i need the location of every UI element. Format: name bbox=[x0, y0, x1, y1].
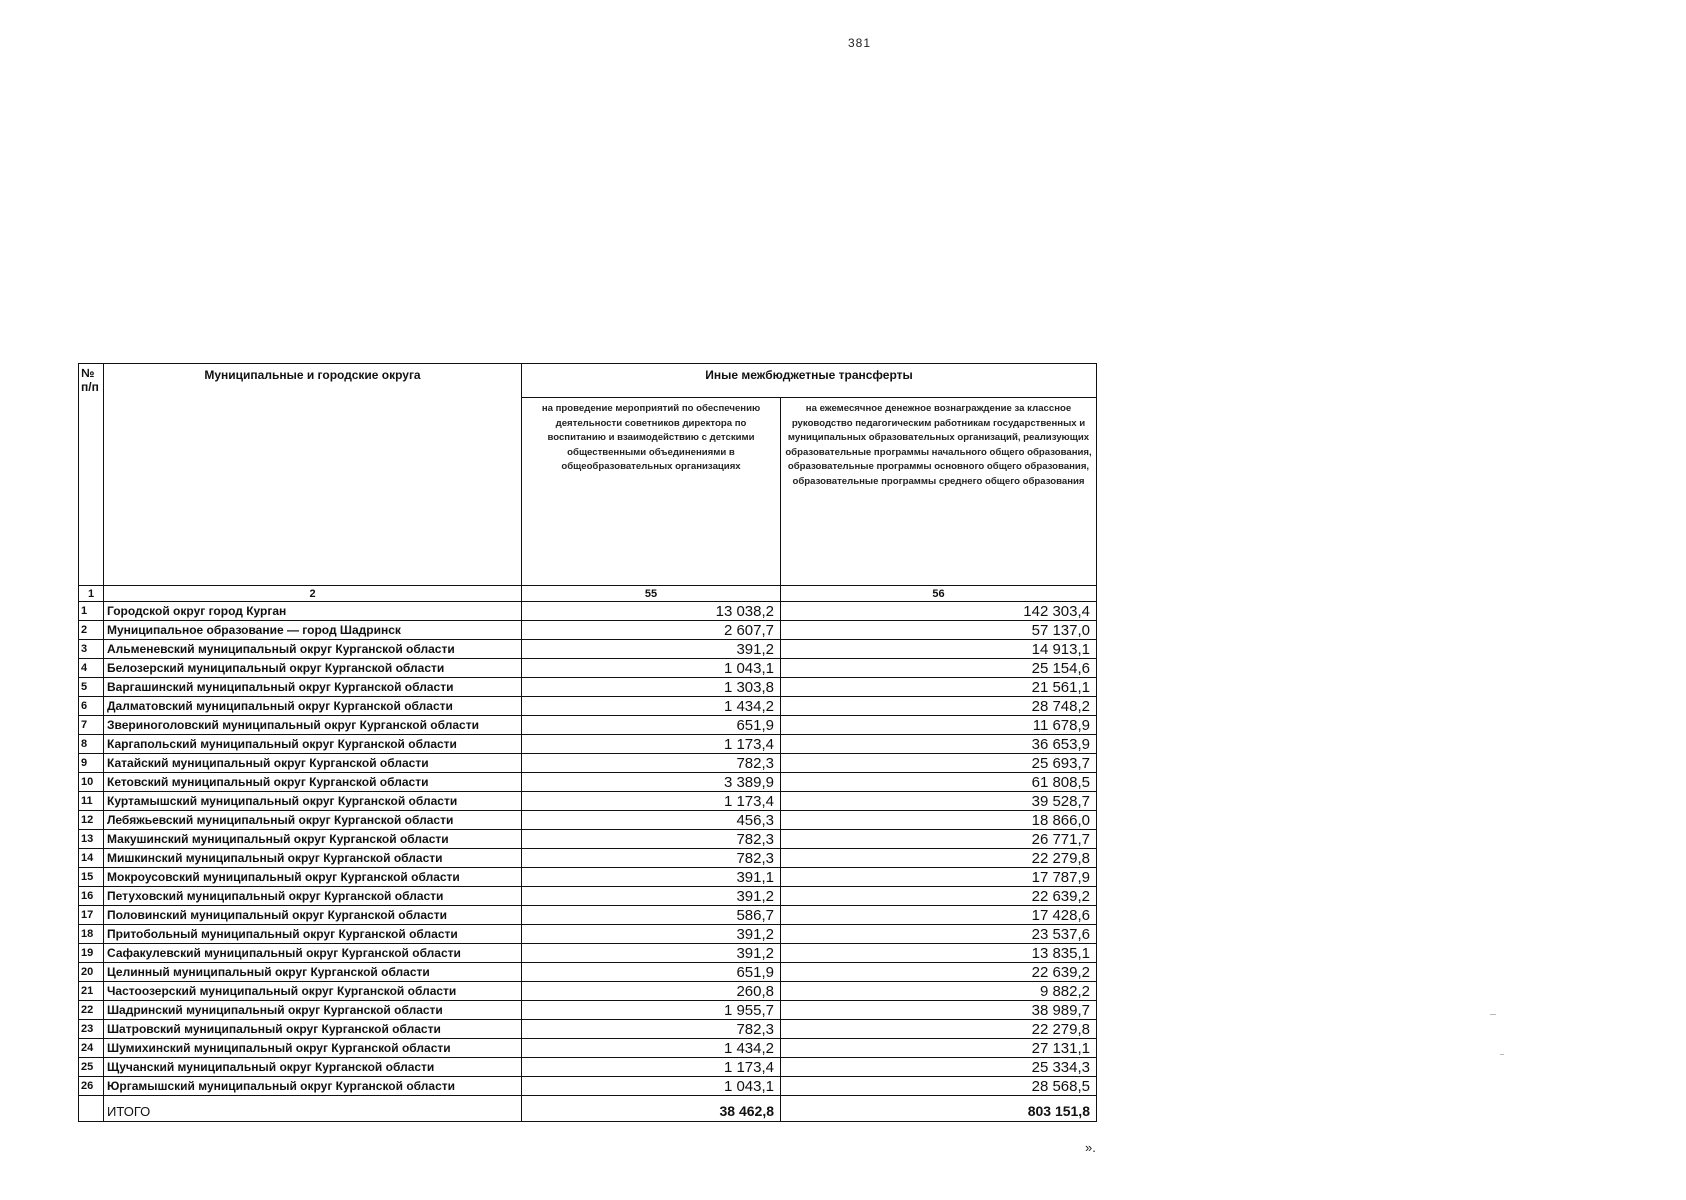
municipality-name: Частоозерский муниципальный округ Курганской области bbox=[104, 982, 522, 1001]
table-row bbox=[79, 925, 1097, 944]
municipality-name: Далматовский муниципальный округ Курганской области bbox=[104, 697, 522, 716]
table-row bbox=[79, 659, 1097, 678]
value-56: 22 279,8 bbox=[781, 849, 1097, 868]
value-55: 1 043,1 bbox=[522, 1077, 781, 1096]
table-row bbox=[79, 1077, 1097, 1096]
row-number: 15 bbox=[79, 868, 104, 887]
value-56: 26 771,7 bbox=[781, 830, 1097, 849]
value-55: 1 434,2 bbox=[522, 697, 781, 716]
closing-quote-mark: ». bbox=[1085, 1140, 1096, 1155]
value-56: 61 808,5 bbox=[781, 773, 1097, 792]
table-row bbox=[79, 697, 1097, 716]
value-56: 13 835,1 bbox=[781, 944, 1097, 963]
page-number: 381 bbox=[848, 36, 872, 50]
value-56: 22 639,2 bbox=[781, 963, 1097, 982]
total-value-56: 803 151,8 bbox=[781, 1096, 1097, 1122]
value-56: 17 787,9 bbox=[781, 868, 1097, 887]
row-number: 3 bbox=[79, 640, 104, 659]
table-row bbox=[79, 716, 1097, 735]
row-number: 20 bbox=[79, 963, 104, 982]
total-empty-cell bbox=[79, 1096, 104, 1122]
value-56: 23 537,6 bbox=[781, 925, 1097, 944]
value-56: 11 678,9 bbox=[781, 716, 1097, 735]
row-number: 11 bbox=[79, 792, 104, 811]
total-label: ИТОГО bbox=[104, 1096, 522, 1122]
row-number: 12 bbox=[79, 811, 104, 830]
column-number: 2 bbox=[104, 586, 522, 602]
value-55: 391,2 bbox=[522, 925, 781, 944]
table-row bbox=[79, 773, 1097, 792]
table-row bbox=[79, 887, 1097, 906]
value-55: 456,3 bbox=[522, 811, 781, 830]
row-number: 6 bbox=[79, 697, 104, 716]
value-56: 25 334,3 bbox=[781, 1058, 1097, 1077]
row-number: 14 bbox=[79, 849, 104, 868]
table-row bbox=[79, 868, 1097, 887]
row-number: 7 bbox=[79, 716, 104, 735]
row-number: 18 bbox=[79, 925, 104, 944]
value-56: 9 882,2 bbox=[781, 982, 1097, 1001]
row-number: 17 bbox=[79, 906, 104, 925]
table-row bbox=[79, 963, 1097, 982]
row-number: 21 bbox=[79, 982, 104, 1001]
value-56: 22 279,8 bbox=[781, 1020, 1097, 1039]
row-number: 16 bbox=[79, 887, 104, 906]
municipality-name: Звериноголовский муниципальный округ Курганской области bbox=[104, 716, 522, 735]
table-row bbox=[79, 830, 1097, 849]
value-56: 57 137,0 bbox=[781, 621, 1097, 640]
value-56: 28 748,2 bbox=[781, 697, 1097, 716]
municipality-name: Щучанский муниципальный округ Курганской области bbox=[104, 1058, 522, 1077]
row-number: 2 bbox=[79, 621, 104, 640]
municipality-name: Половинский муниципальный округ Курганской области bbox=[104, 906, 522, 925]
total-value-55: 38 462,8 bbox=[522, 1096, 781, 1122]
row-number: 1 bbox=[79, 602, 104, 621]
value-55: 2 607,7 bbox=[522, 621, 781, 640]
table-row bbox=[79, 621, 1097, 640]
value-55: 782,3 bbox=[522, 830, 781, 849]
header-column-55: на проведение мероприятий по обеспечению деятельности советников директора по воспитанию и взаимодействию с детскими общественными объединениями в общеобразовательных организациях bbox=[522, 398, 781, 586]
value-55: 1 043,1 bbox=[522, 659, 781, 678]
municipality-name: Макушинский муниципальный округ Курганской области bbox=[104, 830, 522, 849]
municipality-name: Притобольный муниципальный округ Курганской области bbox=[104, 925, 522, 944]
value-55: 391,2 bbox=[522, 887, 781, 906]
scan-speck bbox=[1490, 1014, 1496, 1015]
table-row bbox=[79, 944, 1097, 963]
value-55: 391,2 bbox=[522, 944, 781, 963]
value-55: 1 434,2 bbox=[522, 1039, 781, 1058]
value-55: 391,1 bbox=[522, 868, 781, 887]
value-55: 1 173,4 bbox=[522, 1058, 781, 1077]
value-56: 14 913,1 bbox=[781, 640, 1097, 659]
municipality-name: Альменевский муниципальный округ Курганской области bbox=[104, 640, 522, 659]
value-56: 36 653,9 bbox=[781, 735, 1097, 754]
row-number: 23 bbox=[79, 1020, 104, 1039]
table-row bbox=[79, 754, 1097, 773]
municipality-name: Целинный муниципальный округ Курганской области bbox=[104, 963, 522, 982]
municipality-name: Куртамышский муниципальный округ Курганской области bbox=[104, 792, 522, 811]
value-55: 651,9 bbox=[522, 716, 781, 735]
value-56: 28 568,5 bbox=[781, 1077, 1097, 1096]
value-55: 782,3 bbox=[522, 754, 781, 773]
column-number: 56 bbox=[781, 586, 1097, 602]
table-row bbox=[79, 1039, 1097, 1058]
value-56: 17 428,6 bbox=[781, 906, 1097, 925]
row-number: 26 bbox=[79, 1077, 104, 1096]
row-number: 19 bbox=[79, 944, 104, 963]
table-row bbox=[79, 678, 1097, 697]
row-number: 8 bbox=[79, 735, 104, 754]
row-number: 22 bbox=[79, 1001, 104, 1020]
header-municipality: Муниципальные и городские округа bbox=[104, 364, 522, 586]
table-row bbox=[79, 982, 1097, 1001]
municipality-name: Сафакулевский муниципальный округ Курганской области bbox=[104, 944, 522, 963]
value-56: 21 561,1 bbox=[781, 678, 1097, 697]
column-number-row bbox=[79, 586, 1097, 602]
row-number: 5 bbox=[79, 678, 104, 697]
table-row bbox=[79, 792, 1097, 811]
value-55: 586,7 bbox=[522, 906, 781, 925]
table-row bbox=[79, 811, 1097, 830]
value-55: 651,9 bbox=[522, 963, 781, 982]
table-row bbox=[79, 1001, 1097, 1020]
value-55: 3 389,9 bbox=[522, 773, 781, 792]
municipality-name: Каргапольский муниципальный округ Курганской области bbox=[104, 735, 522, 754]
value-55: 1 173,4 bbox=[522, 792, 781, 811]
table-row bbox=[79, 1020, 1097, 1039]
table-row bbox=[79, 640, 1097, 659]
value-55: 782,3 bbox=[522, 849, 781, 868]
column-number: 1 bbox=[79, 586, 104, 602]
value-55: 391,2 bbox=[522, 640, 781, 659]
table-row bbox=[79, 849, 1097, 868]
municipality-name: Петуховский муниципальный округ Курганской области bbox=[104, 887, 522, 906]
municipality-name: Городской округ город Курган bbox=[104, 602, 522, 621]
value-56: 39 528,7 bbox=[781, 792, 1097, 811]
row-number: 4 bbox=[79, 659, 104, 678]
value-55: 1 955,7 bbox=[522, 1001, 781, 1020]
municipality-name: Катайский муниципальный округ Курганской области bbox=[104, 754, 522, 773]
table-row bbox=[79, 1058, 1097, 1077]
value-56: 25 693,7 bbox=[781, 754, 1097, 773]
municipality-name: Мокроусовский муниципальный округ Курганской области bbox=[104, 868, 522, 887]
value-56: 25 154,6 bbox=[781, 659, 1097, 678]
value-55: 1 173,4 bbox=[522, 735, 781, 754]
column-number: 55 bbox=[522, 586, 781, 602]
value-55: 782,3 bbox=[522, 1020, 781, 1039]
row-number: 25 bbox=[79, 1058, 104, 1077]
municipality-name: Шумихинский муниципальный округ Курганской области bbox=[104, 1039, 522, 1058]
header-row-number: № п/п bbox=[79, 364, 104, 586]
table-row bbox=[79, 906, 1097, 925]
scan-speck bbox=[1500, 1054, 1504, 1055]
value-55: 13 038,2 bbox=[522, 602, 781, 621]
value-56: 142 303,4 bbox=[781, 602, 1097, 621]
value-55: 260,8 bbox=[522, 982, 781, 1001]
total-row bbox=[79, 1096, 1097, 1122]
municipality-name: Кетовский муниципальный округ Курганской области bbox=[104, 773, 522, 792]
value-56: 22 639,2 bbox=[781, 887, 1097, 906]
municipality-name: Шадринский муниципальный округ Курганской области bbox=[104, 1001, 522, 1020]
value-56: 38 989,7 bbox=[781, 1001, 1097, 1020]
municipality-name: Муниципальное образование — город Шадринск bbox=[104, 621, 522, 640]
row-number: 13 bbox=[79, 830, 104, 849]
municipality-name: Шатровский муниципальный округ Курганской области bbox=[104, 1020, 522, 1039]
value-56: 27 131,1 bbox=[781, 1039, 1097, 1058]
row-number: 24 bbox=[79, 1039, 104, 1058]
row-number: 10 bbox=[79, 773, 104, 792]
header-transfers-group: Иные межбюджетные трансферты bbox=[522, 364, 1097, 398]
municipality-name: Лебяжьевский муниципальный округ Курганской области bbox=[104, 811, 522, 830]
municipality-name: Белозерский муниципальный округ Курганской области bbox=[104, 659, 522, 678]
table-row bbox=[79, 602, 1097, 621]
value-55: 1 303,8 bbox=[522, 678, 781, 697]
municipality-name: Юргамышский муниципальный округ Курганской области bbox=[104, 1077, 522, 1096]
value-56: 18 866,0 bbox=[781, 811, 1097, 830]
header-column-56: на ежемесячное денежное вознаграждение за классное руководство педагогическим работникам государственных и муниципальных образовательных организаций, реализующих образовательные программы начального общего образования, образовательные программы основного общего образования, образовательные программы среднего общего образования bbox=[781, 398, 1097, 586]
municipality-name: Варгашинский муниципальный округ Курганской области bbox=[104, 678, 522, 697]
row-number: 9 bbox=[79, 754, 104, 773]
municipality-name: Мишкинский муниципальный округ Курганской области bbox=[104, 849, 522, 868]
table-row bbox=[79, 735, 1097, 754]
transfers-table bbox=[78, 363, 1097, 1122]
